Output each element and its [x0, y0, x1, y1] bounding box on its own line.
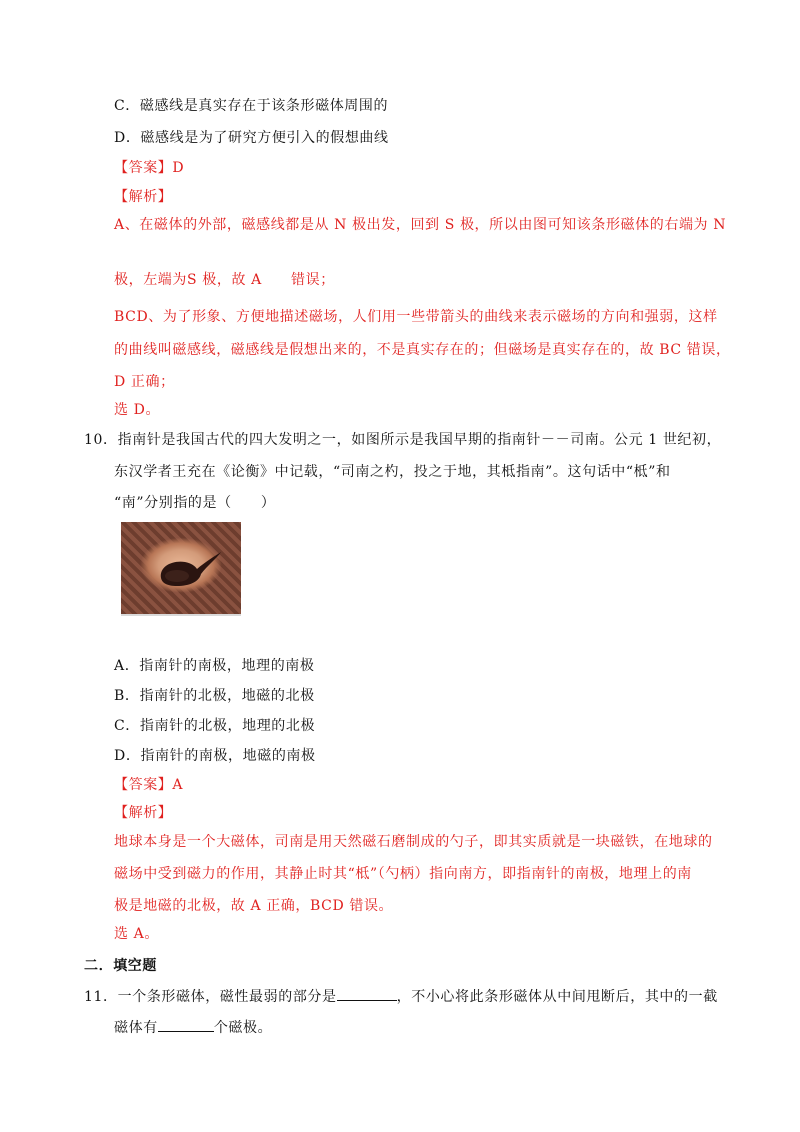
q9-answer: 【答案】D [114, 160, 185, 176]
q9-analysis-line-2: 极，左端为S 极，故 A 错误； [114, 272, 335, 288]
q9-option-c: C．磁感线是真实存在于该条形磁体周围的 [114, 98, 389, 114]
q10-analysis-line-3: 极是地磁的北极，故 A 正确，BCD 错误。 [114, 898, 394, 914]
q9-analysis-line-6: 选 D。 [114, 402, 161, 418]
q11-blank-1[interactable] [337, 986, 397, 1001]
q9-analysis-label: 【解析】 [114, 189, 173, 205]
q10-option-c: C．指南针的北极，地理的北极 [114, 718, 316, 734]
q10-answer: 【答案】A [114, 777, 184, 793]
q9-analysis-line-5: D 正确； [114, 374, 175, 390]
q11-line-2 [114, 1017, 272, 1038]
q11-blank-2[interactable] [158, 1017, 214, 1032]
q11-line-1 [84, 986, 718, 1007]
section-title-fill-in-blank: 二．填空题 [84, 958, 157, 974]
q10-stem-line-2: 东汉学者王充在《论衡》中记载，“司南之杓，投之于地，其柢指南”。这句话中“柢”和 [114, 464, 671, 480]
sinan-compass-image [121, 522, 241, 616]
q11-text-part-1: 11．一个条形磁体，磁性最弱的部分是 [84, 989, 337, 1005]
q10-option-b: B．指南针的北极，地磁的北极 [114, 688, 315, 704]
q10-stem-line-3: “南”分别指的是（ ） [114, 495, 276, 511]
q10-option-d: D．指南针的南极，地磁的南极 [114, 748, 316, 764]
q10-option-a: A．指南针的南极，地理的南极 [114, 658, 315, 674]
q9-analysis-line-1: A、在磁体的外部，磁感线都是从 N 极出发，回到 S 极，所以由图可知该条形磁体的右端为 N [114, 217, 727, 233]
q11-text-part-4: 个磁极。 [213, 1020, 273, 1036]
q11-text-part-3: 磁体有 [114, 1020, 158, 1036]
q10-analysis-line-1: 地球本身是一个大磁体，司南是用天然磁石磨制成的勺子，即其实质就是一块磁铁，在地球的 [114, 834, 713, 850]
q10-analysis-label: 【解析】 [114, 805, 173, 821]
q10-analysis-line-4: 选 A。 [114, 926, 159, 942]
q9-option-d: D．磁感线是为了研究方便引入的假想曲线 [114, 130, 389, 146]
q10-stem-line-1: 10．指南针是我国古代的四大发明之一，如图所示是我国早期的指南针－－司南。公元 1 世纪初， [84, 432, 722, 448]
q10-analysis-line-2: 磁场中受到磁力的作用，其静止时其“柢”（勺柄）指向南方，即指南针的南极，地理上的南 [114, 866, 692, 882]
q9-analysis-line-4: 的曲线叫磁感线，磁感线是假想出来的，不是真实存在的；但磁场是真实存在的，故 BC 错误， [114, 342, 731, 358]
q11-text-part-2: ，不小心将此条形磁体从中间甩断后，其中的一截 [396, 989, 718, 1005]
q9-analysis-line-3: BCD、为了形象、方便地描述磁场，人们用一些带箭头的曲线来表示磁场的方向和强弱，这样 [114, 309, 718, 325]
